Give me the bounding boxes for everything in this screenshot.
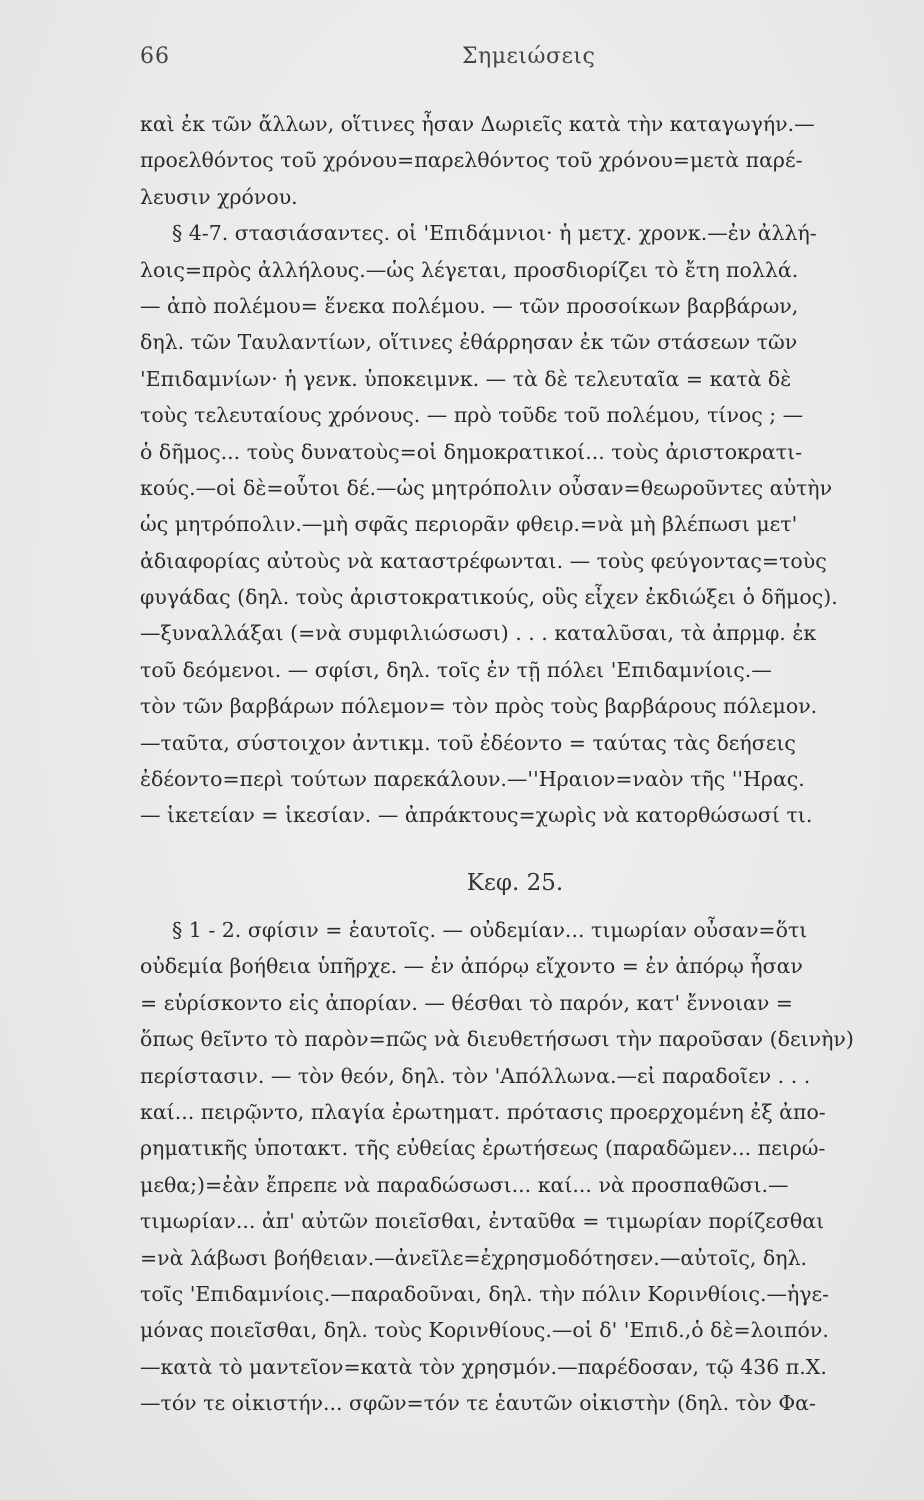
running-title: Σημειώσεις [462,44,596,69]
text-line: § 1 - 2. σφίσιν = ἑαυτοῖς. — οὐδεμίαν... τιμωρίαν οὖσαν=ὅτι [172,918,808,942]
text-line: τοῖς 'Επιδαμνίοις.—παραδοῦναι, δηλ. τὴν πόλιν Κορινθίοις.—ἡγε- [140,1281,830,1306]
text-line: =νὰ λάβωσι βοήθειαν.—ἀνεῖλε=ἐχρησμοδότησεν.—αὐτοῖς, δηλ. [140,1245,807,1270]
text-line: § 4-7. στασιάσαντες. οἱ 'Επιδάμνιοι· ἡ μετχ. χρονκ.—ἐν ἀλλή- [172,221,817,246]
text-line: δηλ. τῶν Ταυλαντίων, οἵτινες ἐθάρρησαν ἐκ τῶν στάσεων τῶν [140,330,798,355]
text-line: ὅπως θεῖντο τὸ παρὸν=πῶς νὰ διευθετήσωσι τὴν παροῦσαν (δεινὴν) [140,1027,854,1052]
chapter-heading: Κεφ. 25. [466,870,564,896]
text-line: περίστασιν. — τὸν θεόν, δηλ. τὸν 'Απόλλωνα.—εἰ παραδοῖεν . . . [140,1063,811,1088]
text-line: τοῦ δεόμενοι. — σφίσι, δηλ. τοῖς ἐν τῇ πόλει 'Επιδαμνίοις.— [140,657,772,682]
text-line: —ταῦτα, σύστοιχον ἀντικμ. τοῦ ἐδέοντο = ταύτας τὰς δεήσεις [140,730,796,755]
text-line: = εὑρίσκοντο εἰς ἀπορίαν. — θέσθαι τὸ παρόν, κατ' ἔννοιαν = [140,990,793,1015]
text-line: τιμωρίαν... ἀπ' αὐτῶν ποιεῖσθαι, ἐνταῦθα = τιμωρίαν πορίζεσθαι [140,1209,825,1234]
text-line: — ἱκετείαν = ἱκεσίαν. — ἀπράκτους=χωρὶς νὰ κατορθώσωσί τι. [140,803,813,828]
text-line: λευσιν χρόνου. [140,184,298,209]
text-line: λοις=πρὸς ἀλλήλους.—ὡς λέγεται, προσδιορίζει τὸ ἔτη πολλά. [140,257,799,282]
text-line: ὡς μητρόπολιν.—μὴ σφᾶς περιορᾶν φθειρ.=νὰ μὴ βλέπωσι μετ' [140,512,798,537]
chapter-25-block [140,838,890,1421]
text-line: ἀδιαφορίας αὐτοὺς νὰ καταστρέφωνται. — τοὺς φεύγοντας=τοὺς [140,548,827,573]
text-line: —κατὰ τὸ μαντεῖον=κατὰ τὸν χρησμόν.—παρέδοσαν, τῷ 436 π.Χ. [140,1354,827,1379]
notes-section-chapter-25 [140,912,890,1421]
text-line: —ξυναλλάξαι (=νὰ συμφιλιώσωσι) . . . καταλῦσαι, τὰ ἀπρμφ. ἐκ [140,621,817,646]
notes-section-chapter-24 [140,106,890,834]
text-line: καί... πειρῷντο, πλαγία ἐρωτηματ. πρότασις προερχομένη ἐξ ἀπο- [140,1099,826,1124]
text-line: μεθα;)=ἐὰν ἔπρεπε νὰ παραδώσωσι... καί... νὰ προσπαθῶσι.— [140,1172,789,1197]
page-header [140,44,880,74]
text-line: τοὺς τελευταίους χρόνους. — πρὸ τοῦδε τοῦ πολέμου, τίνος ; — [140,403,804,428]
text-line: — ἀπὸ πολέμου= ἕνεκα πολέμου. — τῶν προσοίκων βαρβάρων, [140,293,799,318]
text-line: —τόν τε οἰκιστήν... σφῶν=τόν τε ἑαυτῶν οἰκιστὴν (δηλ. τὸν Φα- [140,1391,816,1416]
text-line: ὁ δῆμος... τοὺς δυνατοὺς=οἱ δημοκρατικοί... τοὺς ἀριστοκρατι- [140,439,803,464]
page-number: 66 [140,44,170,69]
text-line: οὐδεμία βοήθεια ὑπῆρχε. — ἐν ἀπόρῳ εἴχοντο = ἐν ἀπόρῳ ἦσαν [140,954,803,979]
text-line: φυγάδας (δηλ. τοὺς ἀριστοκρατικούς, οὓς εἶχεν ἐκδιώξει ὁ δῆμος). [140,585,838,610]
text-line: ρηματικῆς ὑποτακτ. τῆς εὐθείας ἐρωτήσεως (παραδῶμεν... πειρώ- [140,1136,826,1161]
text-line: καὶ ἐκ τῶν ἄλλων, οἵτινες ἦσαν Δωριεῖς κατὰ τὴν καταγωγήν.— [140,112,815,136]
text-line: 'Επιδαμνίων· ἡ γενκ. ὑποκειμνκ. — τὰ δὲ τελευταῖα = κατὰ δὲ [140,366,792,391]
text-line: τὸν τῶν βαρβάρων πόλεμον= τὸν πρὸς τοὺς βαρβάρους πόλεμον. [140,694,818,719]
text-line: προελθόντος τοῦ χρόνου=παρελθόντος τοῦ χρόνου=μετὰ παρέ- [140,148,803,173]
text-line: μόνας ποιεῖσθαι, δηλ. τοὺς Κορινθίους.—οἱ δ' 'Επιδ.,ὁ δὲ=λοιπόν. [140,1318,829,1343]
text-line: ἐδέοντο=περὶ τούτων παρεκάλουν.—''Ηραιον=ναὸν τῆς ''Ηρας. [140,767,805,792]
text-line: κούς.—οἱ δὲ=οὗτοι δέ.—ὡς μητρόπολιν οὖσαν=θεωροῦντες αὐτὴν [140,475,833,500]
